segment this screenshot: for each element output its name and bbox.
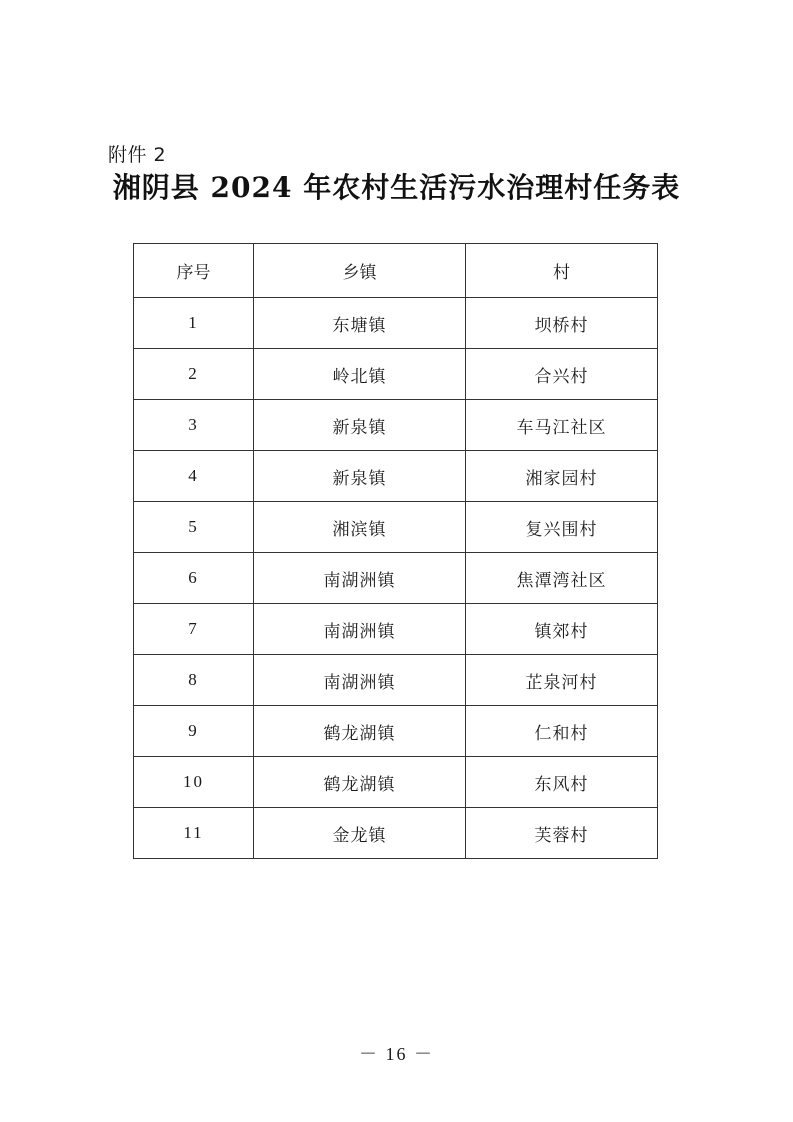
table-row bbox=[134, 655, 658, 706]
cell-town: 鹤龙湖镇 bbox=[254, 706, 466, 757]
table-row bbox=[134, 298, 658, 349]
cell-town: 南湖洲镇 bbox=[254, 553, 466, 604]
header-village: 村 bbox=[466, 244, 658, 298]
table-row bbox=[134, 349, 658, 400]
cell-town: 南湖洲镇 bbox=[254, 655, 466, 706]
cell-village: 东风村 bbox=[466, 757, 658, 808]
page-number: － 16 － bbox=[359, 1044, 434, 1064]
attachment-label: 附件 2 bbox=[108, 144, 167, 166]
cell-village: 芙蓉村 bbox=[466, 808, 658, 859]
cell-serial-number: 8 bbox=[134, 655, 254, 706]
cell-serial-number: 9 bbox=[134, 706, 254, 757]
cell-village: 镇郊村 bbox=[466, 604, 658, 655]
cell-village: 仁和村 bbox=[466, 706, 658, 757]
cell-town: 岭北镇 bbox=[254, 349, 466, 400]
cell-town: 新泉镇 bbox=[254, 451, 466, 502]
cell-serial-number: 5 bbox=[134, 502, 254, 553]
cell-serial-number: 2 bbox=[134, 349, 254, 400]
cell-village: 合兴村 bbox=[466, 349, 658, 400]
cell-town: 鹤龙湖镇 bbox=[254, 757, 466, 808]
cell-village: 芷泉河村 bbox=[466, 655, 658, 706]
cell-serial-number: 1 bbox=[134, 298, 254, 349]
table-row bbox=[134, 706, 658, 757]
cell-village: 坝桥村 bbox=[466, 298, 658, 349]
table-row bbox=[134, 553, 658, 604]
cell-town: 东塘镇 bbox=[254, 298, 466, 349]
table-row bbox=[134, 808, 658, 859]
cell-serial-number: 11 bbox=[134, 808, 254, 859]
table-row bbox=[134, 400, 658, 451]
cell-village: 复兴围村 bbox=[466, 502, 658, 553]
document-title: 湘阴县 2024 年农村生活污水治理村任务表 bbox=[112, 171, 681, 204]
table-row bbox=[134, 757, 658, 808]
table-header-row bbox=[134, 244, 658, 298]
cell-serial-number: 3 bbox=[134, 400, 254, 451]
cell-village: 车马江社区 bbox=[466, 400, 658, 451]
cell-village: 湘家园村 bbox=[466, 451, 658, 502]
task-table bbox=[133, 243, 658, 859]
table-row bbox=[134, 502, 658, 553]
cell-town: 新泉镇 bbox=[254, 400, 466, 451]
cell-serial-number: 4 bbox=[134, 451, 254, 502]
table-row bbox=[134, 451, 658, 502]
cell-serial-number: 10 bbox=[134, 757, 254, 808]
cell-town: 南湖洲镇 bbox=[254, 604, 466, 655]
table-row bbox=[134, 604, 658, 655]
cell-serial-number: 6 bbox=[134, 553, 254, 604]
cell-village: 焦潭湾社区 bbox=[466, 553, 658, 604]
cell-town: 湘滨镇 bbox=[254, 502, 466, 553]
header-town: 乡镇 bbox=[254, 244, 466, 298]
cell-town: 金龙镇 bbox=[254, 808, 466, 859]
cell-serial-number: 7 bbox=[134, 604, 254, 655]
header-serial-number: 序号 bbox=[134, 244, 254, 298]
